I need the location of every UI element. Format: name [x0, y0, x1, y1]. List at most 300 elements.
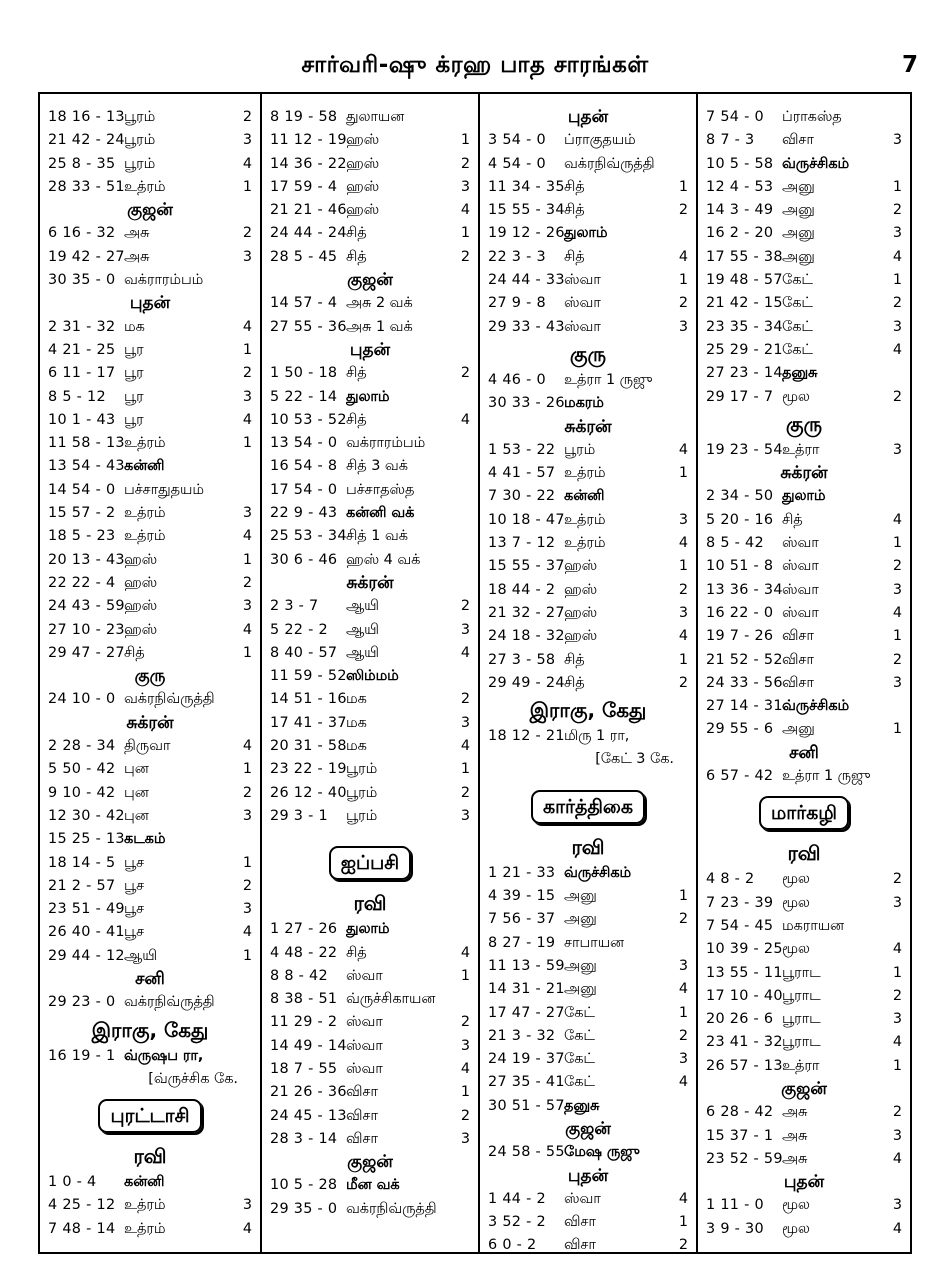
planet-heading: ரவி — [353, 891, 387, 916]
star-name: உத்ரம் — [124, 1197, 166, 1214]
planet-heading: ரவி — [571, 834, 605, 859]
pada-number — [456, 479, 470, 502]
pada-number: 2 — [460, 248, 470, 265]
star-name: சித் — [781, 511, 803, 528]
time-value: 6 11 - 17 — [48, 365, 116, 382]
planet-heading: சுக்ரன் — [126, 712, 174, 733]
table-row — [48, 828, 252, 851]
time-value: 23 52 - 59 — [705, 1150, 783, 1167]
table-row — [270, 455, 470, 478]
table-row — [270, 176, 470, 199]
star-name: ஹஸ் — [563, 604, 598, 621]
star-name: ஸிம்மம் — [345, 668, 399, 685]
star-name: பூரம் — [563, 441, 596, 458]
pada-number: 2 — [242, 365, 252, 382]
star-name: ஸ்வா — [563, 1190, 601, 1207]
column-4 — [696, 94, 910, 1252]
table-row — [706, 718, 902, 741]
star-name: பூராட — [781, 964, 821, 981]
table-row — [270, 1081, 470, 1104]
pada-number: 4 — [892, 604, 902, 621]
pada-number — [888, 695, 902, 718]
time-value: 8 38 - 51 — [269, 991, 338, 1008]
planet-heading: குஜன் — [127, 200, 173, 221]
pada-number: 4 — [460, 738, 470, 755]
pada-number: 1 — [242, 947, 252, 964]
star-name: ஸ்வா — [345, 1037, 383, 1054]
pada-number — [674, 485, 688, 508]
pada-number — [456, 1174, 470, 1197]
pada-number: 4 — [460, 1060, 470, 1077]
table-row — [270, 316, 470, 339]
star-name: ஆயி — [345, 621, 379, 638]
star-name: ஸ்வா — [345, 967, 383, 984]
star-name: சித் — [345, 411, 367, 428]
time-value: 20 26 - 6 — [705, 1011, 774, 1028]
table-row — [488, 1071, 688, 1094]
time-value: 13 55 - 11 — [705, 964, 783, 981]
table-row — [488, 1002, 688, 1025]
star-name: பூரம் — [345, 784, 378, 801]
pada-number: 2 — [242, 109, 252, 125]
time-value: 1 53 - 22 — [487, 441, 556, 458]
star-name: சித் — [345, 365, 367, 382]
star-name: அனு — [781, 202, 815, 219]
star-name: அசு — [124, 225, 150, 242]
pada-number — [456, 525, 470, 548]
time-value: 1 11 - 0 — [705, 1197, 764, 1214]
time-value: 1 50 - 18 — [269, 365, 338, 382]
star-name: உத்ரா 1 ருஜு — [781, 768, 871, 785]
table-row — [48, 595, 252, 618]
time-value: 6 16 - 32 — [48, 225, 116, 242]
time-value: 19 42 - 27 — [48, 248, 125, 265]
star-name: விசா — [781, 674, 814, 691]
pada-number: 2 — [460, 1014, 470, 1031]
star-name: மேஷ ருஜு — [563, 1144, 640, 1161]
pada-number — [456, 432, 470, 455]
star-name: உத்ரம் — [563, 535, 606, 552]
table-row — [270, 1011, 470, 1034]
pada-number: 2 — [460, 1107, 470, 1124]
table-row — [706, 985, 902, 1008]
star-name: சித் — [563, 674, 585, 691]
pada-number — [456, 106, 470, 129]
pada-number: 3 — [242, 901, 252, 918]
table-row — [270, 246, 470, 269]
star-name: விசா — [781, 132, 814, 149]
table-row — [270, 292, 470, 315]
pada-number — [456, 1198, 470, 1221]
time-value: 23 35 - 34 — [705, 318, 783, 335]
pada-number: 4 — [242, 155, 252, 172]
star-name: பூச — [124, 854, 145, 871]
star-name: கன்னி — [124, 458, 165, 475]
table-row — [706, 625, 902, 648]
table-row — [488, 1211, 688, 1234]
table-row — [270, 642, 470, 665]
star-name: பூராட — [781, 1011, 821, 1028]
continuation-note: [கேட் 3 கே. — [595, 751, 674, 768]
star-name: உத்ரம் — [124, 435, 166, 452]
time-value: 17 47 - 27 — [487, 1004, 565, 1021]
star-name: ஸ்வா — [781, 581, 819, 598]
time-value: 29 33 - 43 — [487, 318, 565, 335]
pada-number: 1 — [892, 721, 902, 738]
time-value: 6 28 - 42 — [705, 1104, 774, 1121]
star-name: புன — [124, 761, 149, 778]
time-value: 29 3 - 1 — [269, 807, 328, 824]
star-name: ஹஸ் 4 வக் — [345, 551, 421, 568]
star-name: துலாம் — [781, 488, 826, 505]
time-value: 10 18 - 47 — [487, 511, 565, 528]
time-value: 21 26 - 36 — [269, 1084, 347, 1101]
planet-heading: புதன் — [783, 1172, 825, 1193]
pada-number: 4 — [460, 644, 470, 661]
pada-number: 1 — [892, 272, 902, 289]
star-name: துலாயன — [345, 109, 405, 125]
table-row — [706, 962, 902, 985]
time-value: 6 0 - 2 — [487, 1237, 537, 1252]
star-name: புன — [124, 807, 149, 824]
pada-number — [674, 1141, 688, 1164]
table-row — [48, 339, 252, 362]
time-value: 5 50 - 42 — [48, 761, 116, 778]
time-value: 27 10 - 23 — [48, 621, 125, 638]
table-row — [270, 988, 470, 1011]
time-value: 21 21 - 46 — [269, 202, 347, 219]
time-value: 12 30 - 42 — [48, 807, 125, 824]
table-row — [488, 862, 688, 885]
star-name: ஹஸ் — [124, 574, 158, 591]
time-value: 11 12 - 19 — [269, 132, 347, 149]
table-row — [706, 176, 902, 199]
table-row — [488, 462, 688, 485]
star-name: மக — [345, 714, 367, 731]
time-value: 7 54 - 45 — [705, 917, 774, 934]
time-value: 21 42 - 24 — [48, 132, 125, 149]
table-row — [48, 362, 252, 385]
star-name: விசா — [781, 628, 814, 645]
star-name: ஹஸ் — [345, 202, 380, 219]
star-name: கடகம் — [124, 831, 166, 848]
time-value: 17 54 - 0 — [269, 481, 338, 498]
table-row — [48, 642, 252, 665]
pada-number — [674, 725, 688, 748]
pada-number: 2 — [678, 581, 688, 598]
star-name: மக — [124, 318, 145, 335]
star-name: உத்ரம் — [563, 465, 606, 482]
planet-heading: குரு — [785, 411, 823, 436]
pada-number — [888, 485, 902, 508]
month-title: ஐப்பசி — [329, 846, 411, 880]
table-row — [488, 153, 688, 176]
time-value: 20 13 - 43 — [48, 551, 125, 568]
star-name: வக்ரநிவ்ருத்தி — [345, 1200, 437, 1217]
time-value: 26 57 - 13 — [705, 1057, 783, 1074]
time-value: 24 45 - 13 — [269, 1107, 347, 1124]
pada-number — [888, 153, 902, 176]
table-row — [48, 316, 252, 339]
star-name: வக்ரநிவ்ருத்தி — [563, 155, 655, 172]
star-name: ஹஸ் — [563, 558, 598, 575]
time-value: 15 25 - 13 — [48, 831, 125, 848]
time-value: 16 22 - 0 — [705, 604, 774, 621]
planet-heading: இராகு, கேது — [529, 698, 647, 723]
pada-number: 1 — [460, 1084, 470, 1101]
table-row — [48, 525, 252, 548]
table-row — [270, 199, 470, 222]
pada-number: 3 — [892, 132, 902, 149]
pada-number — [456, 665, 470, 688]
table-row — [270, 222, 470, 245]
time-value: 14 49 - 14 — [269, 1037, 347, 1054]
time-value: 11 58 - 13 — [48, 435, 125, 452]
star-name: அசு 2 வக் — [345, 295, 413, 312]
time-value: 1 27 - 26 — [269, 921, 338, 938]
ephemeris-table — [38, 92, 912, 1254]
star-name: பூர — [124, 411, 144, 428]
star-name: பூரம் — [124, 155, 156, 172]
star-name: பூரம் — [345, 807, 378, 824]
pada-number: 2 — [678, 295, 688, 312]
table-row — [48, 735, 252, 758]
time-value: 24 33 - 56 — [705, 674, 783, 691]
time-value: 8 5 - 42 — [705, 535, 764, 552]
time-value: 18 14 - 5 — [48, 854, 116, 871]
time-value: 28 5 - 45 — [269, 248, 338, 265]
star-name: ஆயி — [345, 644, 379, 661]
time-value: 2 3 - 7 — [269, 598, 319, 615]
pada-number: 1 — [242, 341, 252, 358]
table-row — [706, 1148, 902, 1171]
column-3 — [478, 94, 696, 1252]
table-row — [488, 602, 688, 625]
table-row — [270, 1105, 470, 1128]
table-row — [706, 509, 902, 532]
table-row — [706, 1008, 902, 1031]
star-name: மூல — [781, 871, 810, 888]
planet-heading: குரு — [569, 341, 607, 366]
time-value: 22 9 - 43 — [269, 505, 338, 522]
time-value: 17 41 - 37 — [269, 714, 347, 731]
spacer — [270, 828, 470, 838]
time-value: 13 54 - 43 — [48, 458, 125, 475]
time-value: 7 56 - 37 — [487, 911, 556, 928]
pada-number: 4 — [678, 441, 688, 458]
pada-number: 1 — [678, 465, 688, 482]
star-name: ஸ்வா — [781, 604, 819, 621]
time-value: 4 48 - 22 — [269, 944, 338, 961]
pada-number: 3 — [892, 1127, 902, 1144]
table-row — [48, 222, 252, 245]
time-value: 24 10 - 0 — [48, 691, 116, 708]
pada-number: 3 — [460, 1037, 470, 1054]
star-name: ஸ்வா — [563, 272, 601, 289]
pada-number: 4 — [242, 924, 252, 941]
table-row — [488, 672, 688, 695]
time-value: 30 51 - 57 — [487, 1097, 565, 1114]
time-value: 26 12 - 40 — [269, 784, 347, 801]
time-value: 4 39 - 15 — [487, 888, 556, 905]
pada-number: 3 — [242, 1197, 252, 1214]
table-row — [488, 932, 688, 955]
star-name: மக — [345, 691, 367, 708]
planet-heading: சனி — [789, 742, 819, 763]
time-value: 15 37 - 1 — [705, 1127, 774, 1144]
pada-number: 1 — [460, 225, 470, 242]
table-row — [488, 885, 688, 908]
time-value: 29 44 - 12 — [48, 947, 125, 964]
star-name: மூல — [781, 941, 810, 958]
pada-number: 4 — [678, 981, 688, 998]
star-name: சித் — [345, 225, 367, 242]
star-name: சித் — [345, 944, 367, 961]
star-name: ஸ்வா — [563, 318, 601, 335]
table-row — [48, 782, 252, 805]
star-name: கேட் — [563, 1051, 595, 1068]
table-row — [706, 602, 902, 625]
table-row — [488, 725, 688, 748]
table-row — [48, 549, 252, 572]
pada-number: 4 — [242, 318, 252, 335]
pada-number: 2 — [242, 877, 252, 894]
table-row — [706, 199, 902, 222]
table-row — [48, 619, 252, 642]
time-value: 10 39 - 25 — [705, 941, 783, 958]
pada-number: 3 — [678, 1051, 688, 1068]
table-row — [488, 649, 688, 672]
time-value: 7 30 - 22 — [487, 488, 556, 505]
pada-number: 4 — [892, 1150, 902, 1167]
time-value: 25 8 - 35 — [48, 155, 116, 172]
time-value: 16 2 - 20 — [705, 225, 774, 242]
pada-number: 1 — [678, 178, 688, 195]
table-row — [488, 129, 688, 152]
planet-heading: புதன் — [567, 107, 609, 127]
table-row — [270, 1128, 470, 1151]
time-value: 10 1 - 43 — [48, 411, 116, 428]
pada-number: 2 — [892, 558, 902, 575]
star-name: கேட் — [781, 295, 813, 312]
time-value: 3 54 - 0 — [487, 132, 546, 149]
time-value: 29 17 - 7 — [705, 388, 774, 405]
pada-number: 1 — [678, 888, 688, 905]
table-row — [270, 1058, 470, 1081]
time-value: 21 3 - 32 — [487, 1027, 556, 1044]
time-value: 27 14 - 31 — [705, 698, 783, 715]
table-row — [706, 938, 902, 961]
table-row — [488, 176, 688, 199]
star-name: பூராட — [781, 987, 821, 1004]
planet-heading: சுக்ரன் — [346, 572, 394, 593]
time-value: 4 41 - 57 — [487, 465, 556, 482]
time-value: 4 21 - 25 — [48, 341, 116, 358]
time-value: 27 35 - 41 — [487, 1074, 565, 1091]
time-value: 16 19 - 1 — [48, 1047, 116, 1064]
star-name: மூல — [781, 388, 810, 405]
star-name: பூராட — [781, 1034, 821, 1051]
table-row — [48, 945, 252, 968]
star-name: ஹஸ் — [124, 621, 158, 638]
time-value: 24 44 - 24 — [269, 225, 347, 242]
planet-heading: புதன் — [567, 1165, 609, 1186]
pada-number: 1 — [242, 551, 252, 568]
table-row — [270, 965, 470, 988]
star-name: துலாம் — [345, 388, 390, 405]
table-row — [488, 1095, 688, 1118]
pada-number: 1 — [678, 1004, 688, 1021]
time-value: 18 16 - 13 — [48, 109, 125, 125]
time-value: 3 52 - 2 — [487, 1214, 546, 1231]
star-name: கேட் — [563, 1027, 595, 1044]
time-value: 1 21 - 33 — [487, 864, 556, 881]
pada-number: 3 — [678, 318, 688, 335]
table-row — [706, 106, 902, 129]
star-name: உத்ரம் — [124, 1220, 166, 1237]
table-row — [706, 579, 902, 602]
pada-number: 2 — [892, 202, 902, 219]
time-value: 8 19 - 58 — [269, 109, 338, 125]
star-name: அசு — [124, 248, 150, 265]
table-row — [48, 106, 252, 129]
pada-number: 2 — [460, 784, 470, 801]
table-row — [48, 479, 252, 502]
table-row — [48, 269, 252, 292]
star-name: ஹஸ் — [345, 178, 380, 195]
time-value: 4 54 - 0 — [487, 155, 546, 172]
month-title: கார்த்திகை — [531, 790, 645, 824]
table-row — [48, 455, 252, 478]
pada-number — [674, 222, 688, 245]
planet-heading: புதன் — [349, 339, 391, 360]
table-row — [488, 978, 688, 1001]
time-value: 18 44 - 2 — [487, 581, 556, 598]
time-value: 17 59 - 4 — [269, 178, 338, 195]
table-row — [706, 222, 902, 245]
pada-number: 3 — [678, 511, 688, 528]
table-row — [270, 665, 470, 688]
time-value: 22 22 - 4 — [48, 574, 116, 591]
pada-number — [674, 392, 688, 415]
pada-number: 3 — [678, 957, 688, 974]
star-name: ஹஸ் — [563, 628, 598, 645]
table-row — [48, 153, 252, 176]
pada-number: 1 — [678, 651, 688, 668]
time-value: 16 54 - 8 — [269, 458, 338, 475]
planet-heading: ரவி — [787, 841, 821, 866]
pada-number: 1 — [892, 535, 902, 552]
pada-number: 4 — [242, 621, 252, 638]
star-name: தனுசு — [563, 1097, 600, 1114]
table-row — [48, 176, 252, 199]
table-row — [48, 1045, 252, 1068]
star-name: வக்ராரம்பம் — [345, 435, 426, 452]
time-value: 23 22 - 19 — [269, 761, 347, 778]
pada-number: 3 — [892, 581, 902, 598]
time-value: 13 7 - 12 — [487, 535, 556, 552]
column-2 — [260, 94, 478, 1252]
pada-number: 4 — [678, 628, 688, 645]
pada-number: 4 — [460, 202, 470, 219]
column-1 — [40, 94, 260, 1252]
time-value: 11 29 - 2 — [269, 1014, 338, 1031]
star-name: ஹஸ் — [345, 132, 380, 149]
time-value: 20 31 - 58 — [269, 738, 347, 755]
pada-number: 2 — [678, 674, 688, 691]
pada-number — [456, 455, 470, 478]
month-title: மார்கழி — [759, 796, 849, 830]
